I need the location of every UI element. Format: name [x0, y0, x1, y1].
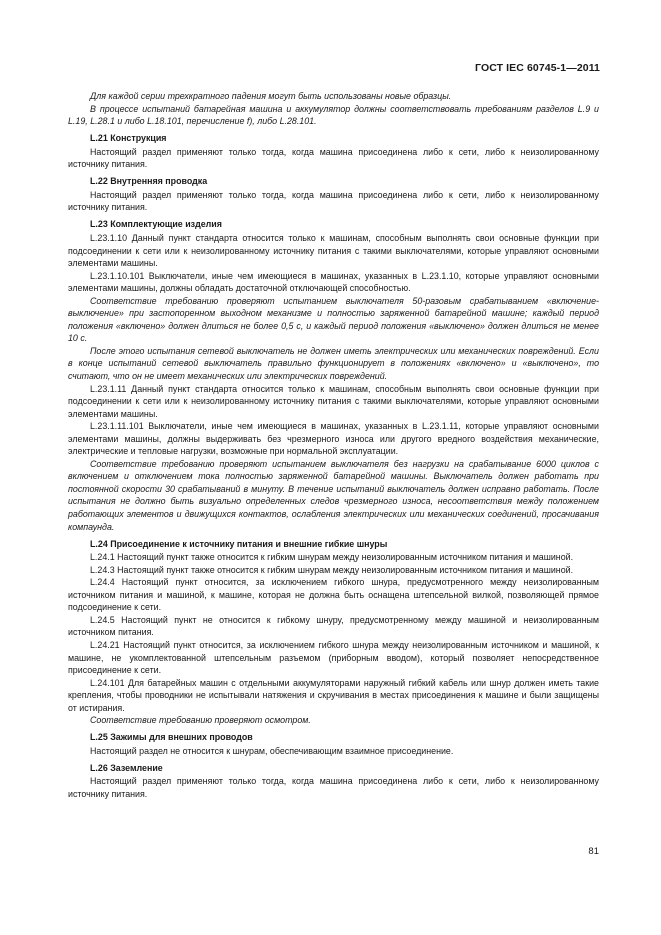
section-heading: L.25 Зажимы для внешних проводов [90, 732, 253, 743]
body-paragraph: Настоящий раздел применяют только тогда, когда машина присоединена либо к сети, либо к неизолированному источнику питания. [68, 189, 599, 213]
section-heading: L.22 Внутренняя проводка [90, 176, 208, 187]
body-paragraph: L.24.5 Настоящий пункт не относится к гибкому шнуру, предусмотренному между машиной и неизолированным источником питания. [68, 614, 599, 638]
compliance-paragraph: Для каждой серии трехкратного падения могут быть использованы новые образцы. [90, 91, 452, 101]
body-paragraph: L.24.21 Настоящий пункт относится, за исключением гибкого шнура между неизолированным источником и машиной, к машине, не укомплектованной штепсельным разъемом (приборным вводом), который позволяет непосредственное присоединение к сети. [68, 639, 599, 676]
section-heading: L.21 Конструкция [90, 133, 167, 144]
body-paragraph: L.24.101 Для батарейных машин с отдельными аккумуляторами наружный гибкий кабель или шнур должен иметь такие крепления, чтобы проводники не испытывали натяжения и скручивания в местах присоединения к машине и были защищены от истирания. [68, 677, 599, 713]
compliance-paragraph: В процессе испытаний батарейная машина и аккумулятор должны соответствовать требованиям разделов L.9 и L.19, L.28.1 и либо L.18.101, перечисление f), либо L.28.101. [68, 103, 599, 127]
compliance-paragraph: Соответствие требованию проверяют испытанием выключателя 50-разовым срабатыванием «включение-выключение» при застопоренном выходном механизме и полностью заряженной батарейной машине; каждый период положения «включено» должен длиться не более 0,5 с, и каждый период положения «выключено» должен длиться не менее 10 с. [68, 295, 599, 344]
body-paragraph: L.23.1.10.101 Выключатели, иные чем имеющиеся в машинах, указанных в L.23.1.10, которые управляют основными элементами машины, должны обладать достаточной отключающей способностью. [68, 270, 599, 294]
body-paragraph: Настоящий раздел применяют только тогда, когда машина присоединена либо к сети, либо к неизолированному источнику питания. [68, 146, 599, 170]
body-paragraph: L.23.1.11 Данный пункт стандарта относится только к машинам, способным выполнять свои основные функции при подсоединении к сети или к неизолированному источнику питания с такими выключателями, которые управляют основными элементами машины. [68, 383, 599, 419]
section-heading: L.24 Присоединение к источнику питания и внешние гибкие шнуры [90, 538, 388, 549]
body-paragraph: L.24.1 Настоящий пункт также относится к гибким шнурам между неизолированным источником питания и машиной. [90, 552, 574, 563]
body-paragraph: L.23.1.10 Данный пункт стандарта относится только к машинам, способным выполнять свои основные функции при подсоединении к сети или к неизолированному источнику питания с такими выключателями, которые управляют основными элементами машины. [68, 232, 599, 269]
body-paragraph: L.24.3 Настоящий пункт также относится к гибким шнурам между неизолированным источником питания и машиной. [90, 564, 574, 575]
document-body [68, 90, 599, 801]
body-paragraph: Настоящий раздел применяют только тогда, когда машина присоединена либо к сети, либо к неизолированному источнику питания. [68, 776, 599, 799]
page-number: 81 [588, 846, 599, 857]
section-heading: L.26 Заземление [90, 762, 163, 773]
standard-header: ГОСТ IEC 60745-1—2011 [475, 62, 600, 74]
body-paragraph: L.23.1.11.101 Выключатели, иные чем имеющиеся в машинах, указанных в L.23.1.11, которые управляют основными элементами машины, должны выдерживать без чрезмерного износа или другого вредного воздействия механические, электрические и тепловые нагрузки, возможные при нормальной эксплуатации. [68, 421, 599, 457]
compliance-paragraph: После этого испытания сетевой выключатель не должен иметь электрических или механических повреждений. Если в конце испытаний сетевой выключатель правильно функционирует в положениях «включено» и «выключено», то считают, что он не имеет механических или электрических повреждений. [68, 345, 599, 381]
body-paragraph: Настоящий раздел не относится к шнурам, обеспечивающим взаимное присоединение. [90, 745, 454, 756]
section-heading: L.23 Комплектующие изделия [90, 219, 222, 230]
body-paragraph: L.24.4 Настоящий пункт относится, за исключением гибкого шнура, предусмотренного между неизолированным источником питания и машиной, к машине, которая не должна быть оснащена штепсельной вилкой, позволяющей прямое подсоединение к сети. [68, 577, 599, 613]
compliance-paragraph: Соответствие требованию проверяют испытанием выключателя без нагрузки на срабатывание 6000 циклов с включением и отключением тока полностью заряженной батарейной машины. Выключатель должен работать при постоянной скорости 30 срабатываний в минуту. В течение испытаний выключатель должен исправно работать. После испытания не должно быть визуально определенных следов чрезмерного износа, несоответствия между положением работающих элементов и движущихся контактов, ослабления электрических или механических соединений, просачивания компаунда. [68, 458, 599, 532]
compliance-paragraph: Соответствие требованию проверяют осмотром. [90, 715, 311, 726]
